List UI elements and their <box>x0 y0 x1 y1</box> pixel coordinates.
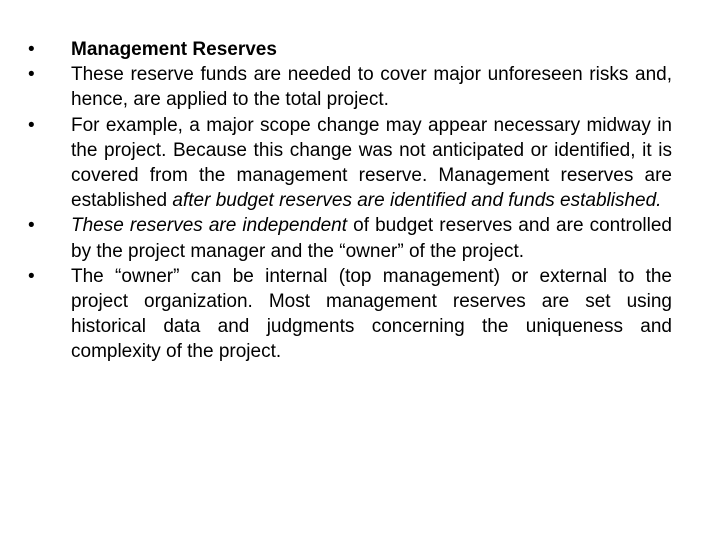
bullet-dot: • <box>28 215 35 237</box>
bullet-italic-text: These reserves are independent <box>71 215 348 237</box>
bullet-dot: • <box>28 114 35 136</box>
bullet-item-owner <box>28 264 672 365</box>
bullet-text: For example, a major scope change may appear necessary midway in the project. Because this change was not anticipated or identified, it is covered from the management reserve. Management reserves are established <box>71 114 672 212</box>
bullet-text: of budget reserves and are controlled by the project manager and the “owner” of the project. <box>71 215 673 262</box>
bullet-item-purpose <box>28 62 672 112</box>
bullet-text: These reserve funds are needed to cover major unforeseen risks and, hence, are applied to the total project. <box>71 64 672 111</box>
bullet-dot: • <box>28 64 35 86</box>
bullet-list <box>28 37 672 365</box>
bullet-italic-text: after budget reserves are identified and funds established. <box>172 190 662 212</box>
bullet-dot: • <box>28 265 35 287</box>
heading-text: Management Reserves <box>71 39 277 60</box>
bullet-item-independence <box>28 213 672 263</box>
bullet-dot: • <box>28 39 35 60</box>
bullet-text: The “owner” can be internal (top management) or external to the project organization. Most management reserves are set using historical data and judgments concerning the uniqueness and complexity of the project. <box>71 265 672 363</box>
bullet-item-example <box>28 113 672 214</box>
bullet-item-heading <box>28 37 672 62</box>
